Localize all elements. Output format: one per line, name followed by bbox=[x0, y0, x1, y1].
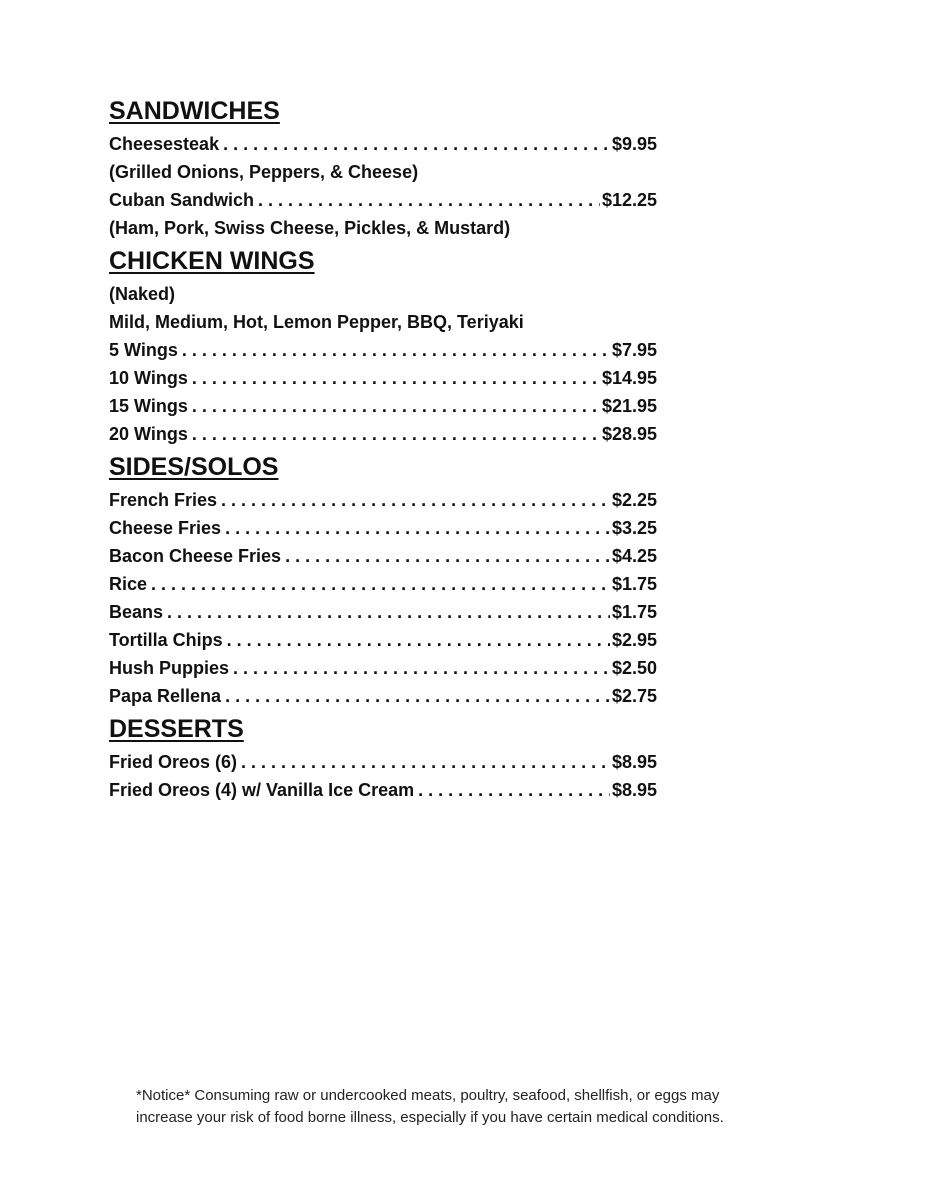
notice-line-1: *Notice* Consuming raw or undercooked meats, poultry, seafood, shellfish, or eggs may bbox=[136, 1087, 720, 1104]
dot-leader bbox=[225, 682, 610, 710]
menu-item bbox=[109, 336, 657, 364]
item-price: $1.75 bbox=[611, 574, 657, 594]
menu-item bbox=[109, 570, 657, 598]
menu bbox=[109, 92, 669, 804]
dot-leader bbox=[192, 364, 600, 392]
item-name: Rice bbox=[109, 574, 148, 594]
notice-line-2: increase your risk of food borne illness, especially if you have certain medical conditions. bbox=[136, 1109, 724, 1126]
item-note: (Ham, Pork, Swiss Cheese, Pickles, & Mustard) bbox=[109, 218, 511, 238]
item-price: $9.95 bbox=[611, 134, 657, 154]
dot-leader bbox=[221, 486, 610, 514]
menu-item bbox=[109, 626, 657, 654]
menu-item bbox=[109, 542, 657, 570]
section-title: DESSERTS bbox=[109, 715, 244, 743]
item-name: Hush Puppies bbox=[109, 658, 230, 678]
item-name: Cheesesteak bbox=[109, 134, 220, 154]
menu-item bbox=[109, 776, 657, 804]
item-name: Papa Rellena bbox=[109, 686, 222, 706]
item-price: $8.95 bbox=[611, 752, 657, 772]
menu-item bbox=[109, 748, 657, 776]
item-name: 10 Wings bbox=[109, 368, 188, 388]
item-name: Cheese Fries bbox=[109, 518, 222, 538]
item-price: $21.95 bbox=[601, 396, 657, 416]
item-name: 5 Wings bbox=[109, 340, 178, 360]
dot-leader bbox=[192, 392, 600, 420]
item-note: Mild, Medium, Hot, Lemon Pepper, BBQ, Teriyaki bbox=[109, 312, 524, 332]
section-title: SIDES/SOLOS bbox=[109, 453, 279, 481]
item-price: $2.95 bbox=[611, 630, 657, 650]
item-name: Fried Oreos (4) w/ Vanilla Ice Cream bbox=[109, 780, 415, 800]
item-name: Beans bbox=[109, 602, 164, 622]
dot-leader bbox=[285, 542, 610, 570]
dot-leader bbox=[241, 748, 610, 776]
dot-leader bbox=[258, 186, 600, 214]
item-name: Tortilla Chips bbox=[109, 630, 223, 650]
item-price: $12.25 bbox=[601, 190, 657, 210]
item-price: $2.75 bbox=[611, 686, 657, 706]
item-name: French Fries bbox=[109, 490, 218, 510]
dot-leader bbox=[227, 626, 610, 654]
menu-section-chicken-wings bbox=[109, 242, 669, 448]
section-title: SANDWICHES bbox=[109, 97, 280, 125]
dot-leader bbox=[225, 514, 610, 542]
food-safety-notice bbox=[136, 1085, 836, 1129]
item-price: $3.25 bbox=[611, 518, 657, 538]
menu-section-desserts bbox=[109, 710, 669, 804]
menu-section-sandwiches bbox=[109, 92, 669, 242]
item-price: $2.25 bbox=[611, 490, 657, 510]
item-price: $8.95 bbox=[611, 780, 657, 800]
menu-section-sides-solos bbox=[109, 448, 669, 710]
item-name: Fried Oreos (6) bbox=[109, 752, 238, 772]
item-name: Cuban Sandwich bbox=[109, 190, 255, 210]
menu-item bbox=[109, 486, 657, 514]
menu-item bbox=[109, 364, 657, 392]
dot-leader bbox=[167, 598, 610, 626]
dot-leader bbox=[223, 130, 610, 158]
menu-item bbox=[109, 682, 657, 710]
item-note: (Grilled Onions, Peppers, & Cheese) bbox=[109, 162, 419, 182]
item-price: $14.95 bbox=[601, 368, 657, 388]
menu-item bbox=[109, 392, 657, 420]
dot-leader bbox=[151, 570, 610, 598]
item-price: $28.95 bbox=[601, 424, 657, 444]
menu-item bbox=[109, 654, 657, 682]
item-price: $2.50 bbox=[611, 658, 657, 678]
item-price: $4.25 bbox=[611, 546, 657, 566]
menu-item bbox=[109, 420, 657, 448]
item-note: (Naked) bbox=[109, 284, 176, 304]
item-name: 15 Wings bbox=[109, 396, 188, 416]
section-title: CHICKEN WINGS bbox=[109, 247, 315, 275]
item-name: Bacon Cheese Fries bbox=[109, 546, 282, 566]
menu-item bbox=[109, 514, 657, 542]
dot-leader bbox=[233, 654, 610, 682]
dot-leader bbox=[418, 776, 610, 804]
item-name: 20 Wings bbox=[109, 424, 188, 444]
dot-leader bbox=[182, 336, 610, 364]
item-price: $7.95 bbox=[611, 340, 657, 360]
menu-item bbox=[109, 598, 657, 626]
menu-item bbox=[109, 130, 657, 158]
dot-leader bbox=[192, 420, 600, 448]
menu-item bbox=[109, 186, 657, 214]
item-price: $1.75 bbox=[611, 602, 657, 622]
